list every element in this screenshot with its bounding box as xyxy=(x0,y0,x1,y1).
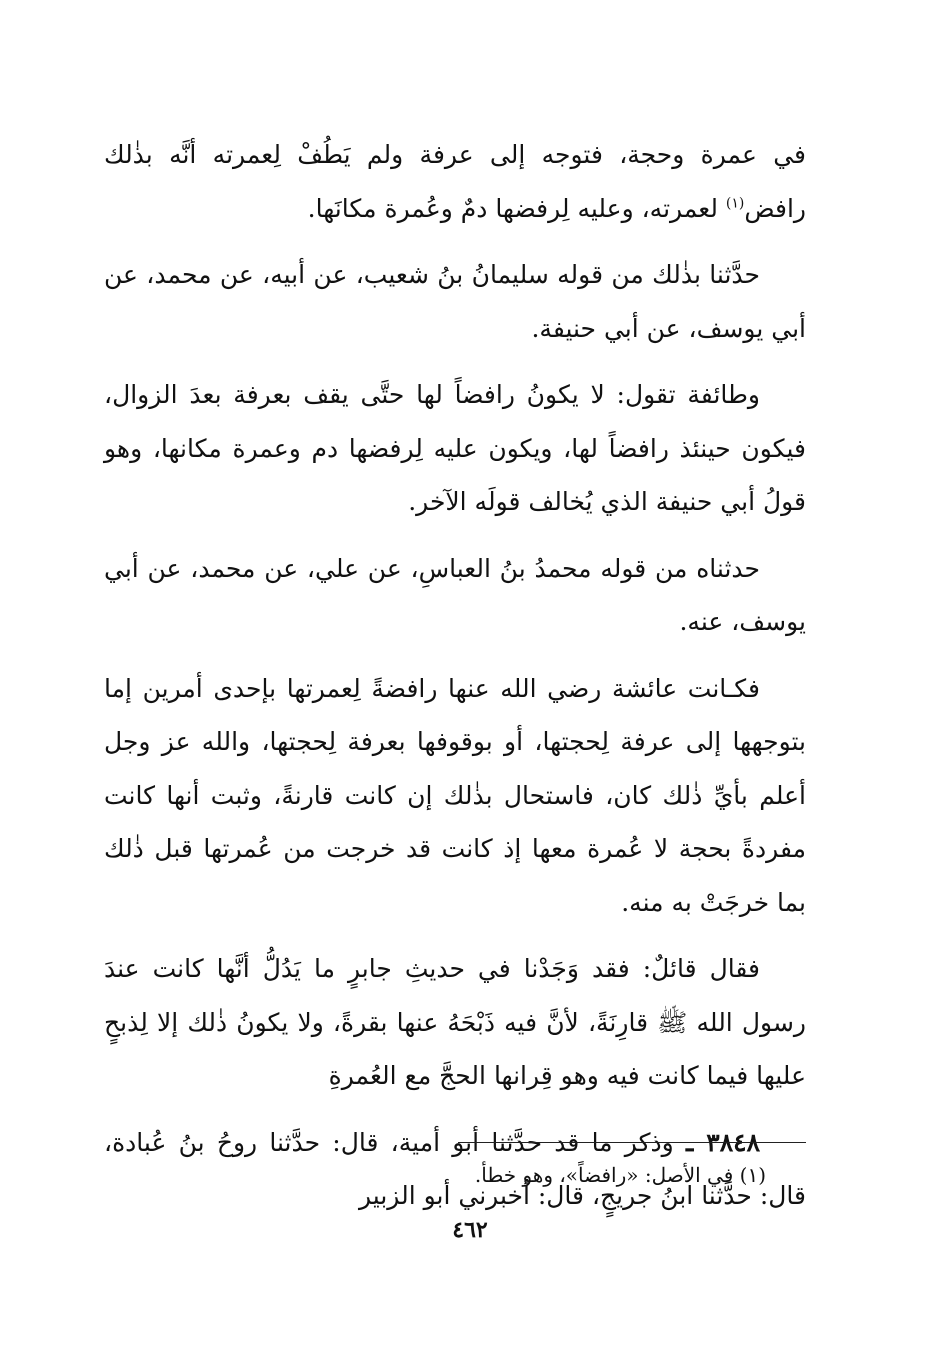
paragraph-5 xyxy=(104,662,806,930)
paragraph-6 xyxy=(104,942,806,1103)
main-text xyxy=(104,128,806,1223)
paragraph-6-text: فقال قائلٌ: فقد وَجَدْنا في حديثِ جابرٍ ما يَدُلُّ أنَّها كانت عندَ رسول الله ﷺ قارِنَةً، لأنَّ فيه ذَبْحَهُ عنها بقرةً، ولا يكونُ ذٰلك إلا لِذبحٍ عليها فيما كانت فيه وهو قِرانها الحجَّ مع العُمرةِ xyxy=(104,954,806,1090)
paragraph-4 xyxy=(104,542,806,649)
footnote-divider xyxy=(458,1142,806,1143)
paragraph-3-text: وطائفة تقول: لا يكونُ رافضاً لها حتَّى يقف بعرفة بعدَ الزوال، فيكون حينئذ رافضاً لها، ويكون عليه لِرفضها دم وعمرة مكانها، وهو قولُ أبي حنيفة الذي يُخالف قولَه الآخر. xyxy=(104,380,806,516)
paragraph-7-text: وذكر ما قد حدَّثنا أبو أمية، قال: حدَّثنا روحُ بنُ عُبادة، قال: حدَّثنا ابنُ جريجٍ، قال: أخبرني أبو الزبير xyxy=(104,1127,806,1210)
paragraph-1-continuation: لعمرته، وعليه لِرفضها دمٌ وعُمرة مكانَها. xyxy=(307,193,718,223)
footnote-reference[interactable]: (١) xyxy=(725,195,745,212)
paragraph-1-text: في عمرة وحجة، فتوجه إلى عرفة ولم يَطُفْ لِعمرته أنَّه بذٰلك رافض xyxy=(104,140,806,223)
paragraph-3 xyxy=(104,368,806,529)
paragraph-4-text: حدثناه من قوله محمدُ بنُ العباسِ، عن علي، عن محمد، عن أبي يوسف، عنه. xyxy=(104,553,806,636)
page-number: ٤٦٢ xyxy=(452,1217,488,1243)
paragraph-5-text: فكـانت عائشة رضي الله عنها رافضةً لِعمرتها بإحدى أمرين إما بتوجهها إلى عرفة لِحجتها، أو بوقوفها بعرفة لِحجتها، والله عز وجل أعلم بأيِّ ذٰلك كان، فاستحال بذٰلك إن كانت قارنةً، وثبت أنها كانت مفردةً بحجة لا عُمرة معها إذ كانت قد خرجت من عُمرتها قبل ذٰلك بما خرجَتْ به منه. xyxy=(104,673,806,917)
footnote: (١) في الأصل: «رافضاً»، وهو خطأ. xyxy=(474,1163,766,1187)
paragraph-2 xyxy=(104,248,806,355)
hadith-number: ٣٨٤٨ ـ xyxy=(685,1127,761,1157)
paragraph-1 xyxy=(104,128,806,235)
paragraph-2-text: حدَّثنا بذٰلك من قوله سليمانُ بنُ شعيب، عن أبيه، عن محمد، عن أبي يوسف، عن أبي حنيفة. xyxy=(104,260,806,343)
